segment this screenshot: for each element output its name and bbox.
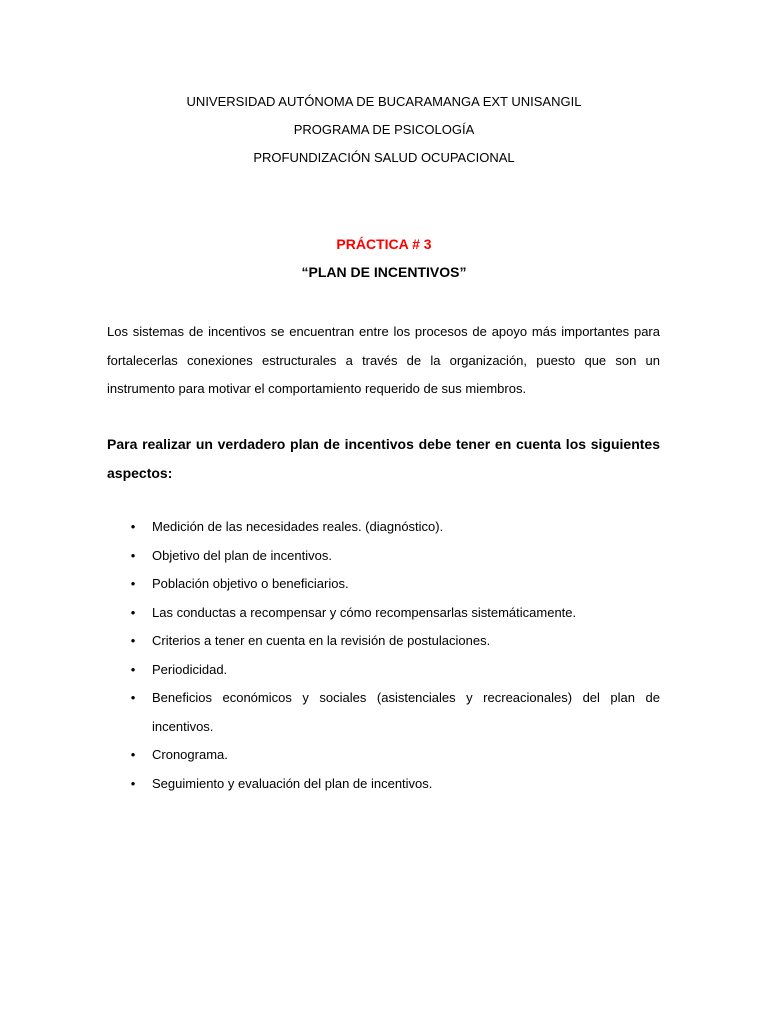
bullet-icon: • [130, 633, 136, 648]
practice-title: PRÁCTICA # 3 [336, 236, 432, 252]
bullet-icon: • [130, 690, 136, 705]
list-item [125, 599, 660, 628]
list-item-text: Seguimiento y evaluación del plan de incentivos. [152, 775, 433, 791]
list-item-text: Medición de las necesidades reales. (diagnóstico). [152, 519, 444, 534]
list-item-text: Las conductas a recompensar y cómo recompensarlas sistemáticamente. [152, 604, 577, 620]
bullet-icon: • [130, 576, 136, 591]
list-item [125, 627, 660, 656]
list-item [125, 741, 660, 770]
list-item-text: Objetivo del plan de incentivos. [152, 547, 332, 563]
bullet-icon: • [130, 604, 136, 620]
bullet-icon: • [130, 519, 136, 534]
list-item [125, 684, 660, 741]
aspects-list [125, 513, 660, 798]
list-item-text: Criterios a tener en cuenta en la revisión de postulaciones. [152, 633, 491, 648]
lead-paragraph: Para realizar un verdadero plan de incentivos debe tener en cuenta los siguientes aspectos: [107, 436, 660, 481]
intro-paragraph: Los sistemas de incentivos se encuentran entre los procesos de apoyo más importantes para fortalecerlas conexiones estructurales a través de la organización, puesto que son un instrumento para motivar el comportamiento requerido de sus miembros. [107, 324, 660, 396]
list-item-text: Periodicidad. [152, 661, 228, 677]
practice-subtitle: “PLAN DE INCENTIVOS” [301, 264, 467, 280]
list-item-text: Población objetivo o beneficiarios. [152, 576, 349, 591]
list-item [125, 542, 660, 571]
bullet-icon: • [130, 661, 136, 677]
list-item [125, 513, 660, 542]
document-header [0, 92, 768, 176]
program-name: PROGRAMA DE PSICOLOGÍA [293, 122, 475, 137]
university-name: UNIVERSIDAD AUTÓNOMA DE BUCARAMANGA EXT UNISANGIL [186, 94, 582, 109]
bullet-icon: • [130, 547, 136, 563]
list-item-text: Beneficios económicos y sociales (asistenciales y recreacionales) del plan de incentivos. [152, 690, 660, 734]
list-item [125, 656, 660, 685]
bullet-icon: • [130, 775, 136, 791]
list-item-text: Cronograma. [152, 747, 228, 762]
list-item [125, 770, 660, 799]
bullet-icon: • [130, 747, 136, 762]
practice-heading [0, 234, 768, 290]
list-item [125, 570, 660, 599]
specialization-name: PROFUNDIZACIÓN SALUD OCUPACIONAL [253, 150, 515, 165]
